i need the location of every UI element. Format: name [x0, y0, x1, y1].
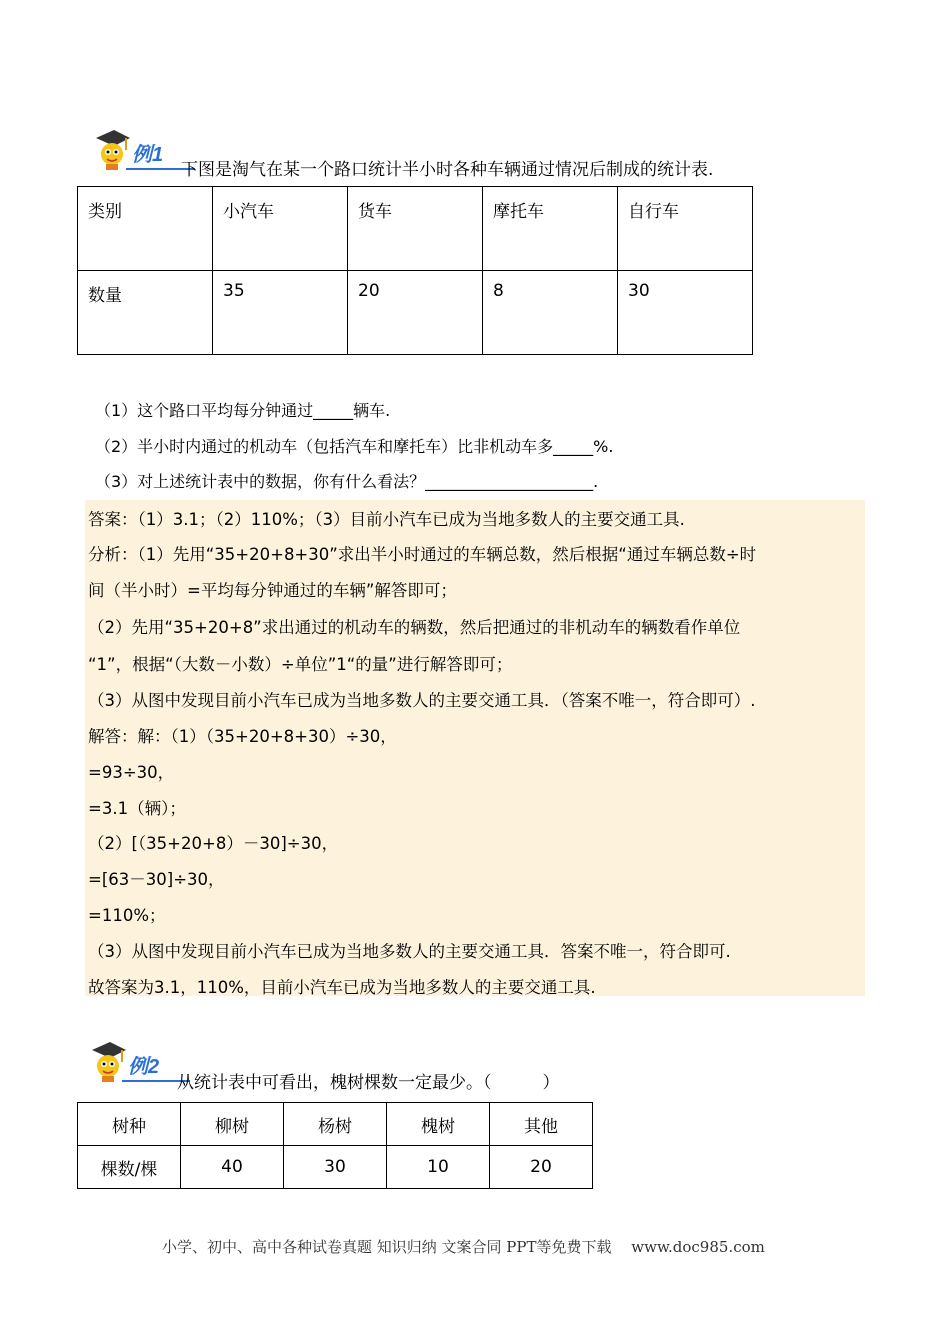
answer-line: 解答：解：（1）（35+20+8+30）÷30，	[88, 727, 397, 746]
example-2-badge	[88, 1040, 178, 1084]
vehicle-stats-table	[77, 186, 753, 355]
question-3: （3）对上述统计表中的数据，你有什么看法？_____________________.	[95, 472, 599, 491]
table-cell: 棵数/棵	[78, 1146, 181, 1189]
answer-panel	[85, 500, 865, 996]
question-2: （2）半小时内通过的机动车（包括汽车和摩托车）比非机动车多_____%.	[95, 437, 614, 456]
table-cell: 其他	[490, 1103, 593, 1146]
answer-line: 分析：（1）先用“35+20+8+30”求出半小时通过的车辆总数，然后根据“通过车辆总数÷时	[88, 545, 757, 564]
table-cell: 10	[387, 1146, 490, 1189]
scholar-mascot-icon	[92, 128, 132, 172]
tree-stats-table	[77, 1102, 593, 1189]
table-row	[78, 187, 753, 271]
table-cell: 柳树	[181, 1103, 284, 1146]
page-footer: 小学、初中、高中各种试卷真题 知识归纳 文案合同 PPT等免费下载 www.doc985.com	[162, 1238, 765, 1256]
answer-line: 间（半小时）=平均每分钟通过的车辆”解答即可；	[88, 581, 457, 600]
answer-line: （2）先用“35+20+8”求出通过的机动车的辆数，然后把通过的非机动车的辆数看作单位	[88, 618, 741, 637]
answer-line: 答案：（1）3.1；（2）110%；（3）目前小汽车已成为当地多数人的主要交通工具.	[88, 510, 685, 529]
table-cell: 槐树	[387, 1103, 490, 1146]
question-1: （1）这个路口平均每分钟通过_____辆车.	[95, 401, 391, 420]
table-cell: 30	[284, 1146, 387, 1189]
example-1-badge	[92, 128, 182, 172]
answer-line: 故答案为3.1，110%，目前小汽车已成为当地多数人的主要交通工具.	[88, 978, 596, 997]
table-cell: 30	[618, 271, 753, 355]
table-cell: 货车	[348, 187, 483, 271]
table-cell: 数量	[78, 271, 213, 355]
table-cell: 20	[490, 1146, 593, 1189]
table-cell: 小汽车	[213, 187, 348, 271]
example-2-label: 例2	[128, 1056, 160, 1078]
answer-line: “1”，根据“（大数－小数）÷单位”1“的量”进行解答即可；	[88, 655, 513, 674]
table-cell: 类别	[78, 187, 213, 271]
scholar-mascot-icon	[88, 1040, 128, 1084]
table-cell: 20	[348, 271, 483, 355]
table-cell: 35	[213, 271, 348, 355]
table-cell: 杨树	[284, 1103, 387, 1146]
table-cell: 8	[483, 271, 618, 355]
example-1-intro: 下图是淘气在某一个路口统计半小时各种车辆通过情况后制成的统计表.	[181, 160, 714, 180]
example-2-intro: 从统计表中可看出，槐树棵数一定最少。（ ）	[177, 1073, 560, 1093]
table-cell: 树种	[78, 1103, 181, 1146]
answer-line: （2）[（35+20+8）－30]÷30，	[88, 834, 339, 853]
table-cell: 自行车	[618, 187, 753, 271]
answer-line: =110%；	[88, 906, 166, 925]
table-row	[78, 1146, 593, 1189]
answer-line: =[63－30]÷30，	[88, 870, 225, 889]
table-cell: 摩托车	[483, 187, 618, 271]
answer-line: =93÷30，	[88, 763, 175, 782]
table-row	[78, 271, 753, 355]
table-cell: 40	[181, 1146, 284, 1189]
example-1-label: 例1	[132, 144, 164, 166]
answer-line: （3）从图中发现目前小汽车已成为当地多数人的主要交通工具．答案不唯一，符合即可.	[88, 942, 731, 961]
answer-line: （3）从图中发现目前小汽车已成为当地多数人的主要交通工具．（答案不唯一，符合即可）.	[88, 691, 756, 710]
answer-line: =3.1（辆）；	[88, 799, 186, 818]
table-row	[78, 1103, 593, 1146]
